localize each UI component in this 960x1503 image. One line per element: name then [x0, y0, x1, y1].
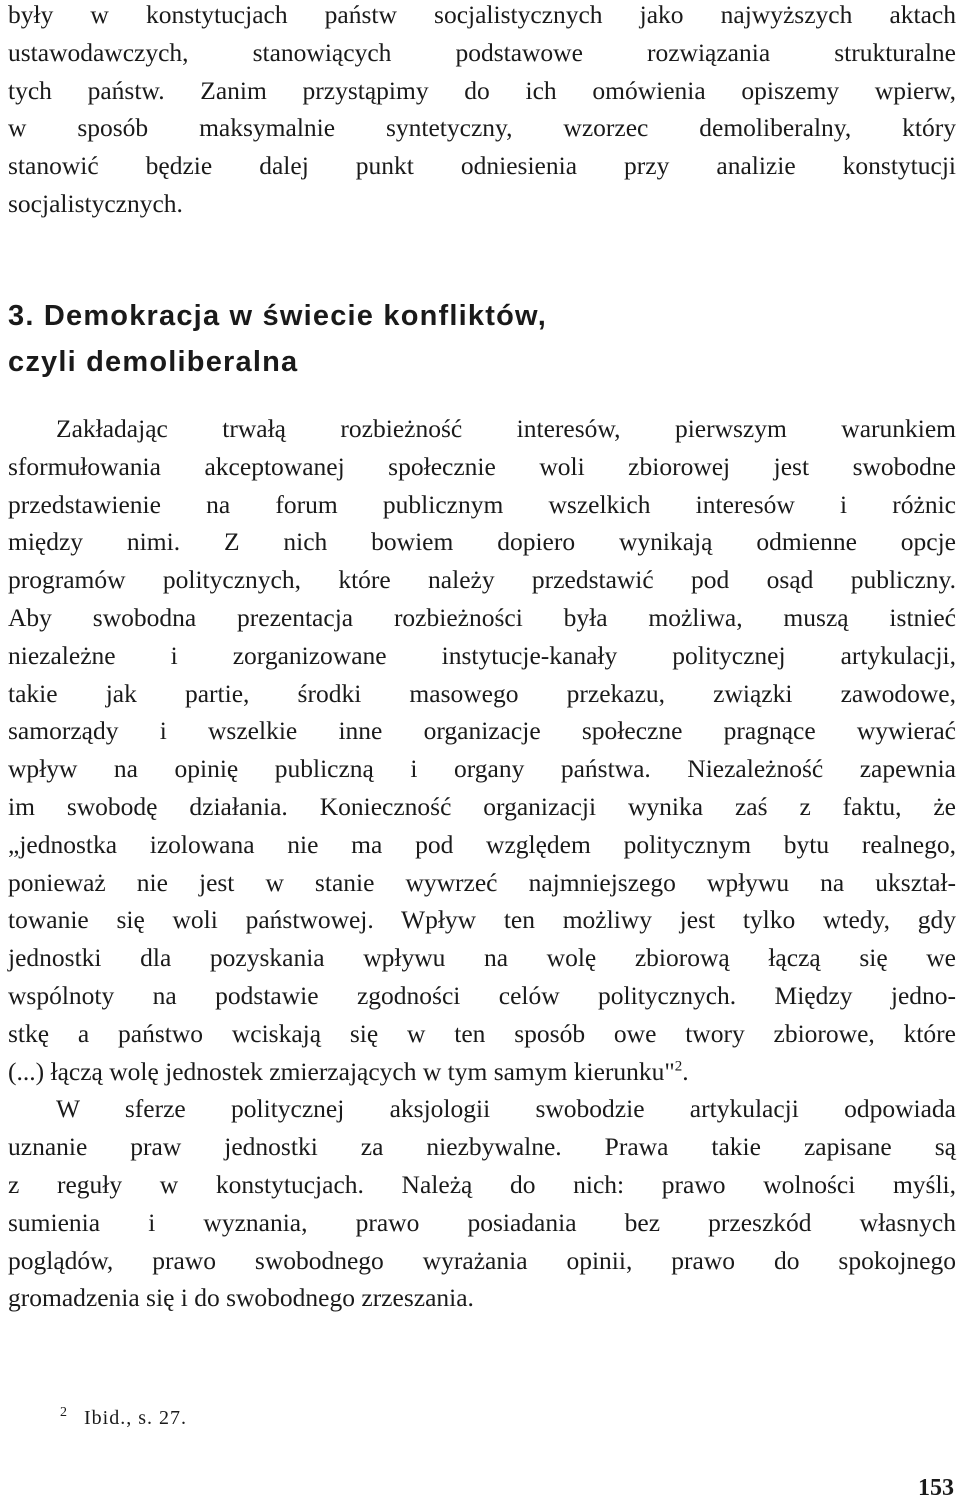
text-line: sumienia i wyznania, prawo posiadania bez przeszkód własnych: [8, 1207, 956, 1237]
text-line: w sposób maksymalnie syntetyczny, wzorzec demoliberalny, który: [8, 113, 956, 143]
body-paragraph-1: [8, 410, 956, 1090]
text-line: niezależne i zorganizowane instytucje-kanały politycznej artykulacji,: [8, 640, 956, 670]
text-line: wspólnoty na podstawie zgodności celów politycznych. Między jedno-: [8, 980, 956, 1010]
text-line: samorządy i wszelkie inne organizacje społeczne pragnące wywierać: [8, 716, 956, 746]
text-line: towanie się woli państwowej. Wpływ ten możliwy jest tylko wtedy, gdy: [8, 905, 956, 935]
text-fragment: (...) łączą wolę jednostek zmierzających w tym samym kierunku": [8, 1056, 675, 1086]
footnote: [60, 1403, 187, 1433]
text-fragment: .: [682, 1056, 689, 1086]
page-number: 153: [918, 1475, 954, 1501]
text-line: [8, 1053, 956, 1091]
text-line: uznanie praw jednostki za niezbywalne. Prawa takie zapisane są: [8, 1132, 956, 1162]
text-line: stkę a państwo wciskają się w ten sposób owe twory zbiorowe, które: [8, 1018, 956, 1048]
text-line: takie jak partie, środki masowego przekazu, związki zawodowe,: [8, 678, 956, 708]
text-line: Aby swobodna prezentacja rozbieżności była możliwa, muszą istnieć: [8, 602, 956, 632]
section-heading: [8, 293, 956, 385]
text-line: przedstawienie na forum publicznym wszelkich interesów i różnic: [8, 489, 956, 519]
text-line: poglądów, prawo swobodnego wyrażania opinii, prawo do spokojnego: [8, 1245, 956, 1275]
text-line: wpływ na opinię publiczną i organy państwa. Niezależność zapewnia: [8, 754, 956, 784]
text-line: gromadzenia się i do swobodnego zrzeszania.: [8, 1283, 474, 1313]
text-line: między nimi. Z nich bowiem dopiero wynikają odmienne opcje: [8, 527, 956, 557]
text-line: im swobodę działania. Konieczność organizacji wynika zaś z faktu, że: [8, 791, 956, 821]
text-line: były w konstytucjach państw socjalistycznych jako najwyższych aktach: [8, 0, 956, 29]
text-line: socjalistycznych.: [8, 188, 183, 218]
heading-line-2: czyli demoliberalna: [8, 346, 299, 378]
text-line: W sferze politycznej aksjologii swobodzie artykulacji odpowiada: [56, 1094, 956, 1124]
text-line: „jednostka izolowana nie ma pod względem politycznym bytu realnego,: [8, 829, 956, 859]
text-line: z reguły w konstytucjach. Należą do nich: prawo wolności myśli,: [8, 1169, 956, 1199]
text-line: stanowić będzie dalej punkt odniesienia przy analizie konstytucji: [8, 151, 956, 181]
text-line: Zakładając trwałą rozbieżność interesów, pierwszym warunkiem: [56, 414, 956, 443]
intro-paragraph: [8, 0, 956, 223]
text-line: jednostki dla pozyskania wpływu na wolę zbiorową łączą się we: [8, 943, 956, 973]
text-line: tych państw. Zanim przystąpimy do ich omówienia opiszemy wpierw,: [8, 75, 956, 105]
text-line: ustawodawczych, stanowiących podstawowe rozwiązania strukturalne: [8, 37, 956, 67]
footnote-reference[interactable]: 2: [674, 1058, 683, 1075]
text-line: ponieważ nie jest w stanie wywrzeć najmniejszego wpływu na ukształ-: [8, 867, 956, 897]
text-line: sformułowania akceptowanej społecznie woli zbiorowej jest swobodne: [8, 451, 956, 481]
section-body: [8, 410, 956, 1317]
body-paragraph-2: [8, 1090, 956, 1317]
text-line: programów politycznych, które należy przedstawić pod osąd publiczny.: [8, 565, 956, 595]
footnote-text: Ibid., s. 27.: [84, 1407, 187, 1429]
footnote-number: 2: [60, 1405, 68, 1421]
heading-line-1: 3. Demokracja w świecie konfliktów,: [8, 300, 547, 332]
